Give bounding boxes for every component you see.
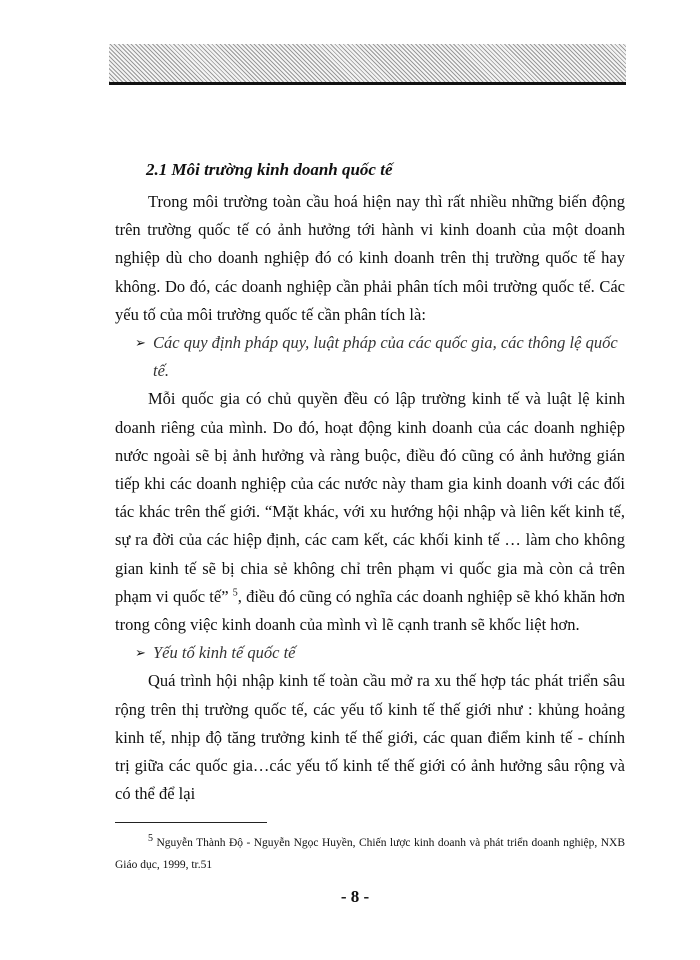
page-number: - 8 - — [340, 887, 370, 906]
arrow-bullet-icon: ➢ — [135, 645, 146, 661]
footnote-number: 5 — [148, 833, 153, 845]
paragraph-legal-text: Mỗi quốc gia có chủ quyền đều có lập trường kinh tế và luật lệ kinh doanh riêng của mình. Do đó, hoạt động kinh doanh của các doanh nghiệp nước ngoài sẽ bị ảnh hưởng và ràng buộc, điều đó cũng có ảnh hưởng gián tiếp khi các doanh nghiệp của các nước này tham gia kinh doanh với các đối tác khác trên thế giới. “Mặt khác, với xu hướng hội nhập và liên kết kinh tế, sự ra đời của các hiệp định, các cam kết, các khối kinh tế … làm cho không gian kinh tế sẽ bị chia sẻ không chỉ trên phạm vi quốc gia mà còn cả trên phạm vi quốc tế” — [115, 389, 625, 606]
bullet-legal — [115, 329, 625, 385]
paragraph-legal-tail: , điều đó cũng có nghĩa các doanh nghiệp sẽ khó khăn hơn trong công việc kinh doanh của mình vì lẽ cạnh tranh sẽ khốc liệt hơn. — [115, 586, 626, 635]
bullet-economic — [115, 639, 625, 667]
footnote-text: Nguyễn Thành Độ - Nguyễn Ngọc Huyền, Chiến lược kinh doanh và phát triển doanh nghiệp, NXB Giáo dục, 1999, tr.51 — [115, 837, 625, 871]
footnote — [115, 832, 625, 876]
footnote-separator — [115, 822, 267, 823]
paragraph-economic: Quá trình hội nhập kinh tế toàn cầu mở ra xu thế hợp tác phát triển sâu rộng trên thị trường quốc tế, các yếu tố kinh tế thế giới như : khủng hoảng kinh tế, nhịp độ tăng trưởng kinh tế thế giới, các quan điểm kinh tế - chính trị giữa các quốc gia…các yếu tố kinh tế thế giới có ảnh hưởng sâu rộng và có thể để lại — [115, 671, 625, 804]
paragraph-intro: Trong môi trường toàn cầu hoá hiện nay thì rất nhiều những biến động trên trường quốc tế có ảnh hưởng tới hành vi kinh doanh của một doanh nghiệp dù cho doanh nghiệp đó có kinh doanh trên thị trường quốc tế hay không. Do đó, các doanh nghiệp cần phải phân tích môi trường quốc tế. Các yếu tố của môi trường quốc tế cần phân tích là: — [115, 192, 625, 324]
paragraph-legal — [115, 385, 625, 639]
page-body — [115, 152, 625, 808]
footnote-reference[interactable]: 5 — [232, 587, 238, 599]
section-heading: 2.1 Môi trường kinh doanh quốc tế — [146, 160, 393, 179]
bullet-legal-text: Các quy định pháp quy, luật pháp của các quốc gia, các thông lệ quốc tế. — [153, 333, 618, 381]
bullet-economic-text: Yếu tố kinh tế quốc tế — [153, 643, 296, 663]
arrow-bullet-icon: ➢ — [135, 335, 146, 351]
page-header-band — [109, 44, 626, 85]
